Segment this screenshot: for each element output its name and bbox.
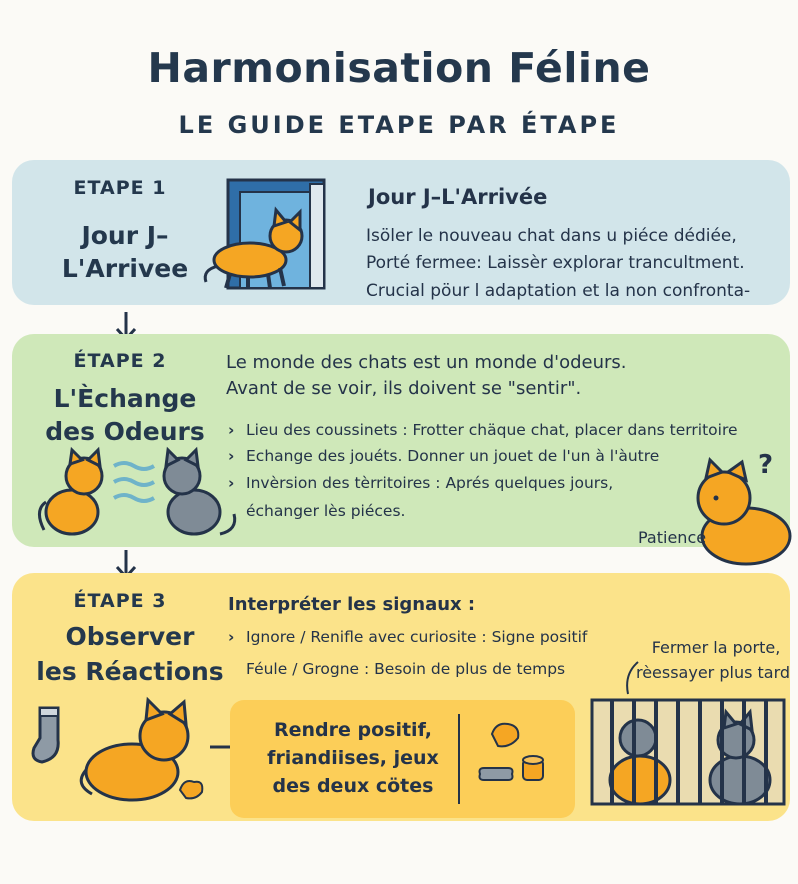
patience-label: Patience	[638, 528, 707, 547]
step2-bullet-2: › Echange des jouéts. Donner un jouet de l'un à l'àutre	[228, 447, 660, 465]
step1-title-line1: Jour J–	[81, 221, 169, 250]
step3-label: ÉTAPE 3	[73, 590, 167, 612]
tip-line-1: Rendre positif,	[273, 719, 433, 741]
note-pointer	[622, 660, 642, 696]
step2-intro-line2: Avant de se voir, ils doivent se "sentir".	[226, 378, 582, 399]
tip-line-3: des deux cötes	[272, 775, 434, 797]
step3-bullet-2: Féule / Grogne : Besoin de plus de temps	[246, 660, 566, 678]
gray-cat-icon	[150, 450, 240, 540]
orange-cat-icon	[198, 208, 318, 290]
sock-icon	[28, 706, 72, 764]
step1-title-line2: L'Arrivee	[61, 254, 189, 283]
question-mark: ?	[758, 450, 774, 480]
treat-icon	[178, 778, 206, 800]
step1-heading: Jour J–L'Arrivée	[368, 185, 548, 209]
tip-line-2: friandiises, jeux	[267, 747, 439, 769]
step1-line-3: Crucial pöur l adaptation et la non confronta-	[366, 281, 751, 301]
page-title: Harmonisation Féline	[147, 44, 651, 92]
step1-line-2: Porté fermee: Laissèr explorar trancultment.	[366, 253, 745, 273]
step1-label: ETAPE 1	[73, 177, 167, 199]
step2-bullet-3-cont: échanger lès piéces.	[246, 502, 406, 520]
treat-icon	[488, 720, 522, 750]
step3-title-line2: les Réactions	[36, 657, 224, 686]
step3-heading: Interpréter les signaux :	[228, 594, 476, 615]
orange-cat-icon	[34, 450, 114, 540]
step2-title-line1: L'Èchange	[53, 384, 197, 413]
bone-toy-icon	[478, 764, 514, 784]
orange-cat-icon	[72, 698, 194, 804]
cage-icon	[590, 698, 790, 808]
step2-label: ÉTAPE 2	[73, 350, 167, 372]
step3-title-line1: Observer	[65, 622, 195, 651]
note-line-1: Fermer la porte,	[651, 638, 781, 657]
note-line-2: rèessayer plus tard	[635, 663, 791, 682]
step1-line-1: Isöler le nouveau chat dans u piéce dédiée,	[366, 226, 737, 246]
step2-bullet-3: › Invèrsion des tèrritoires : Aprés quelques jours,	[228, 474, 614, 492]
tip-divider	[458, 714, 460, 804]
step2-intro-line1: Le monde des chats est un monde d'odeurs.	[226, 352, 627, 373]
step2-bullet-1: › Lieu des coussinets : Frotter chäque chat, placer dans territoire	[228, 421, 738, 439]
step2-title-line2: des Odeurs	[45, 417, 205, 446]
page-subtitle: LE GUIDE ETAPE PAR ÉTAPE	[178, 111, 620, 139]
step3-bullet-1: › Ignore / Renifle avec curiosite : Signe positif	[228, 628, 588, 646]
treat-icon	[520, 752, 546, 782]
